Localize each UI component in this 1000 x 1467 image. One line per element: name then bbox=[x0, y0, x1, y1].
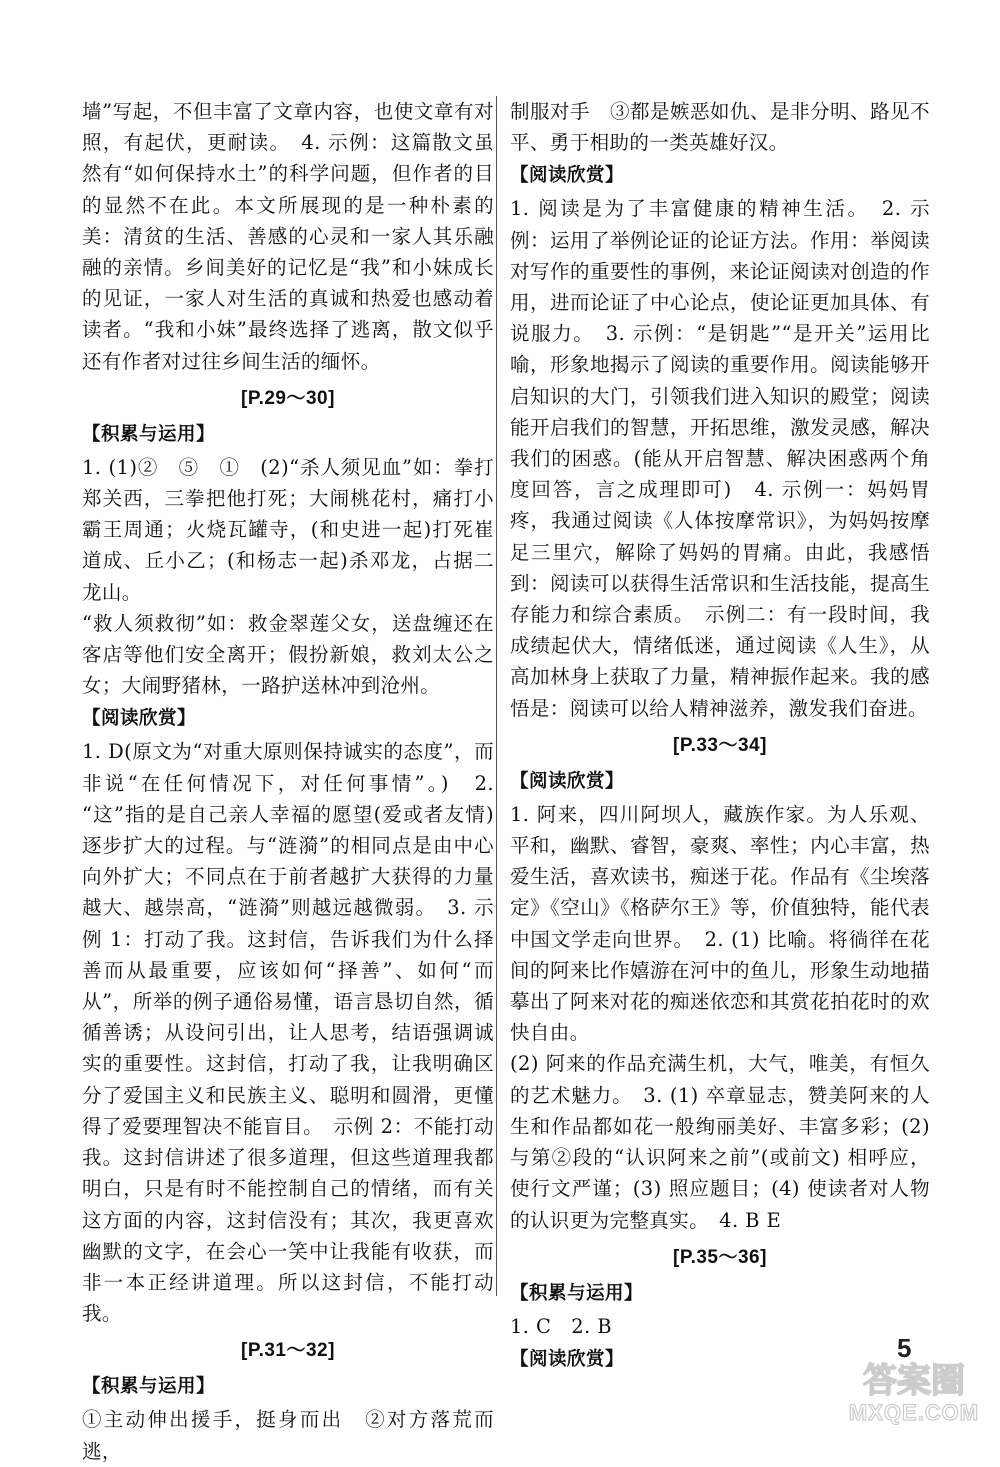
section-heading: 【积累与运用】 bbox=[82, 423, 216, 445]
column-divider bbox=[496, 96, 497, 1296]
answer-paragraph: 1. 阅读是为了丰富健康的精神生活。 2. 示例：运用了举例论证的论证方法。作用：举阅读对写作的重要性的事例，来论证阅读对创造的作用，进而论证了中心论点，使论证更加具体、有说服力。 3. 示例：“是钥匙”“是开关”运用比喻，形象地揭示了阅读的重要作用。阅读能够开启知识的大门，引领我们进入知识的殿堂；阅读能开启我们的智慧，开拓思维，激发灵感，解决我们的困惑。(能从开启智慧、解决困惑两个角度回答，言之成理即可) 4. 示例一：妈妈胃疼，我通过阅读《人体按摩常识》，为妈妈按摩足三里穴，解除了妈妈的胃痛。由此，我感悟到：阅读可以获得生活常识和生活技能，提高生存能力和综合素质。 示例二：有一段时间，我成绩起伏大，情绪低迷，通过阅读《人生》，从高加林身上获取了力量，精神振作起来。我的感悟是：阅读可以给人精神滋养，激发我们奋进。 bbox=[510, 197, 930, 720]
answer-paragraph: ①主动伸出援手，挺身而出 ②对方落荒而逃， bbox=[82, 1408, 494, 1463]
answer-paragraph: (2) 阿来的作品充满生机，大气，唯美，有恒久的艺术魅力。 3. (1) 卒章显志，赞美阿来的人生和作品都如花一般绚丽美好、丰富多彩；(2) 与第②段的“认识阿来之前”(或前文) 相呼应，使行文严谨；(3) 照应题目；(4) 使读者对人物的认识更为完整真实。 4. B E bbox=[510, 1052, 930, 1232]
section-heading: 【阅读欣赏】 bbox=[510, 1348, 625, 1370]
answer-paragraph: 墙”写起，不但丰富了文章内容，也使文章有对照，有起伏，更耐读。 4. 示例：这篇散文虽然有“如何保持水土”的科学问题，但作者的目的显然不在此。本文所展现的是一种朴素的美：清贫的生活、善感的心灵和一家人其乐融融的亲情。乡间美好的记忆是“我”和小妹成长的见证，一家人对生活的真诚和热爱也感动着读者。“我和小妹”最终选择了逃离，散文似乎还有作者对过往乡间生活的缅怀。 bbox=[82, 100, 494, 373]
left-column bbox=[82, 96, 494, 1467]
section-heading: 【积累与运用】 bbox=[82, 1376, 216, 1398]
right-column bbox=[510, 96, 930, 1377]
answer-paragraph: 制服对手 ③都是嫉恶如仇、是非分明、路见不平、勇于相助的一类英雄好汉。 bbox=[510, 100, 930, 155]
watermark-logo bbox=[834, 1346, 994, 1426]
section-heading: 【阅读欣赏】 bbox=[82, 708, 197, 730]
page-range-heading: [P.29～30] bbox=[241, 387, 335, 409]
answer-paragraph: 1. D(原文为“对重大原则保持诚实的态度”，而非说“在任何情况下，对任何事情”。) 2. “这”指的是自己亲人幸福的愿望(爱或者友情)逐步扩大的过程。与“涟漪”的相同点是由中心向外扩大；不同点在于前者越扩大获得的力量越大、越崇高，“涟漪”则越远越微弱。 3. 示例 1：打动了我。这封信，告诉我们为什么择善而从最重要，应该如何“择善”、如何“而从”，所举的例子通俗易懂，语言恳切自然，循循善诱；从设问引出，让人思考，结语强调诚实的重要性。这封信，打动了我，让我明确区分了爱国主义和民族主义、聪明和圆滑，更懂得了爱要理智决不能盲目。 示例 2：不能打动我。这封信讲述了很多道理，但这些道理我都明白，只是有时不能控制自己的情绪，而有关这方面的内容，这封信没有；其次，我更喜欢幽默的文字，在会心一笑中让我能有收获，而非一本正经讲道理。所以这封信，不能打动我。 bbox=[82, 740, 494, 1326]
section-heading: 【阅读欣赏】 bbox=[510, 770, 625, 792]
page-range-heading: [P.31～32] bbox=[241, 1340, 335, 1362]
watermark-text-top: 答案圈 bbox=[863, 1361, 965, 1401]
watermark-text-bottom: MXQE.COM bbox=[848, 1400, 980, 1425]
section-heading: 【积累与运用】 bbox=[510, 1282, 644, 1304]
answer-paragraph: “救人须救彻”如：救金翠莲父女，送盘缠还在客店等他们安全离开；假扮新娘，救刘太公之女；大闹野猪林，一路护送林冲到沧州。 bbox=[82, 611, 494, 698]
answer-paragraph: 1. (1)② ⑤ ① (2)“杀人须见血”如：拳打郑关西，三拳把他打死；大闹桃花村，痛打小霸王周通；火烧瓦罐寺，(和史进一起)打死崔道成、丘小乙；(和杨志一起)杀邓龙，占据二龙山。 bbox=[82, 455, 494, 604]
page-number: 5 bbox=[897, 1333, 912, 1363]
section-heading: 【阅读欣赏】 bbox=[510, 165, 625, 187]
page-range-heading: [P.33～34] bbox=[673, 734, 767, 756]
answer-paragraph: 1. 阿来，四川阿坝人，藏族作家。为人乐观、平和，幽默、睿智，豪爽、率性；内心丰富，热爱生活，喜欢读书，痴迷于花。作品有《尘埃落定》《空山》《格萨尔王》等，价值独特，能代表中国文学走向世界。 2. (1) 比喻。将徜徉在花间的阿来比作嬉游在河中的鱼儿，形象生动地描摹出了阿来对花的痴迷依恋和其赏花拍花时的欢快自由。 bbox=[510, 802, 930, 1045]
page-range-heading: [P.35～36] bbox=[673, 1246, 767, 1268]
answer-paragraph: 1. C 2. B bbox=[510, 1314, 612, 1338]
